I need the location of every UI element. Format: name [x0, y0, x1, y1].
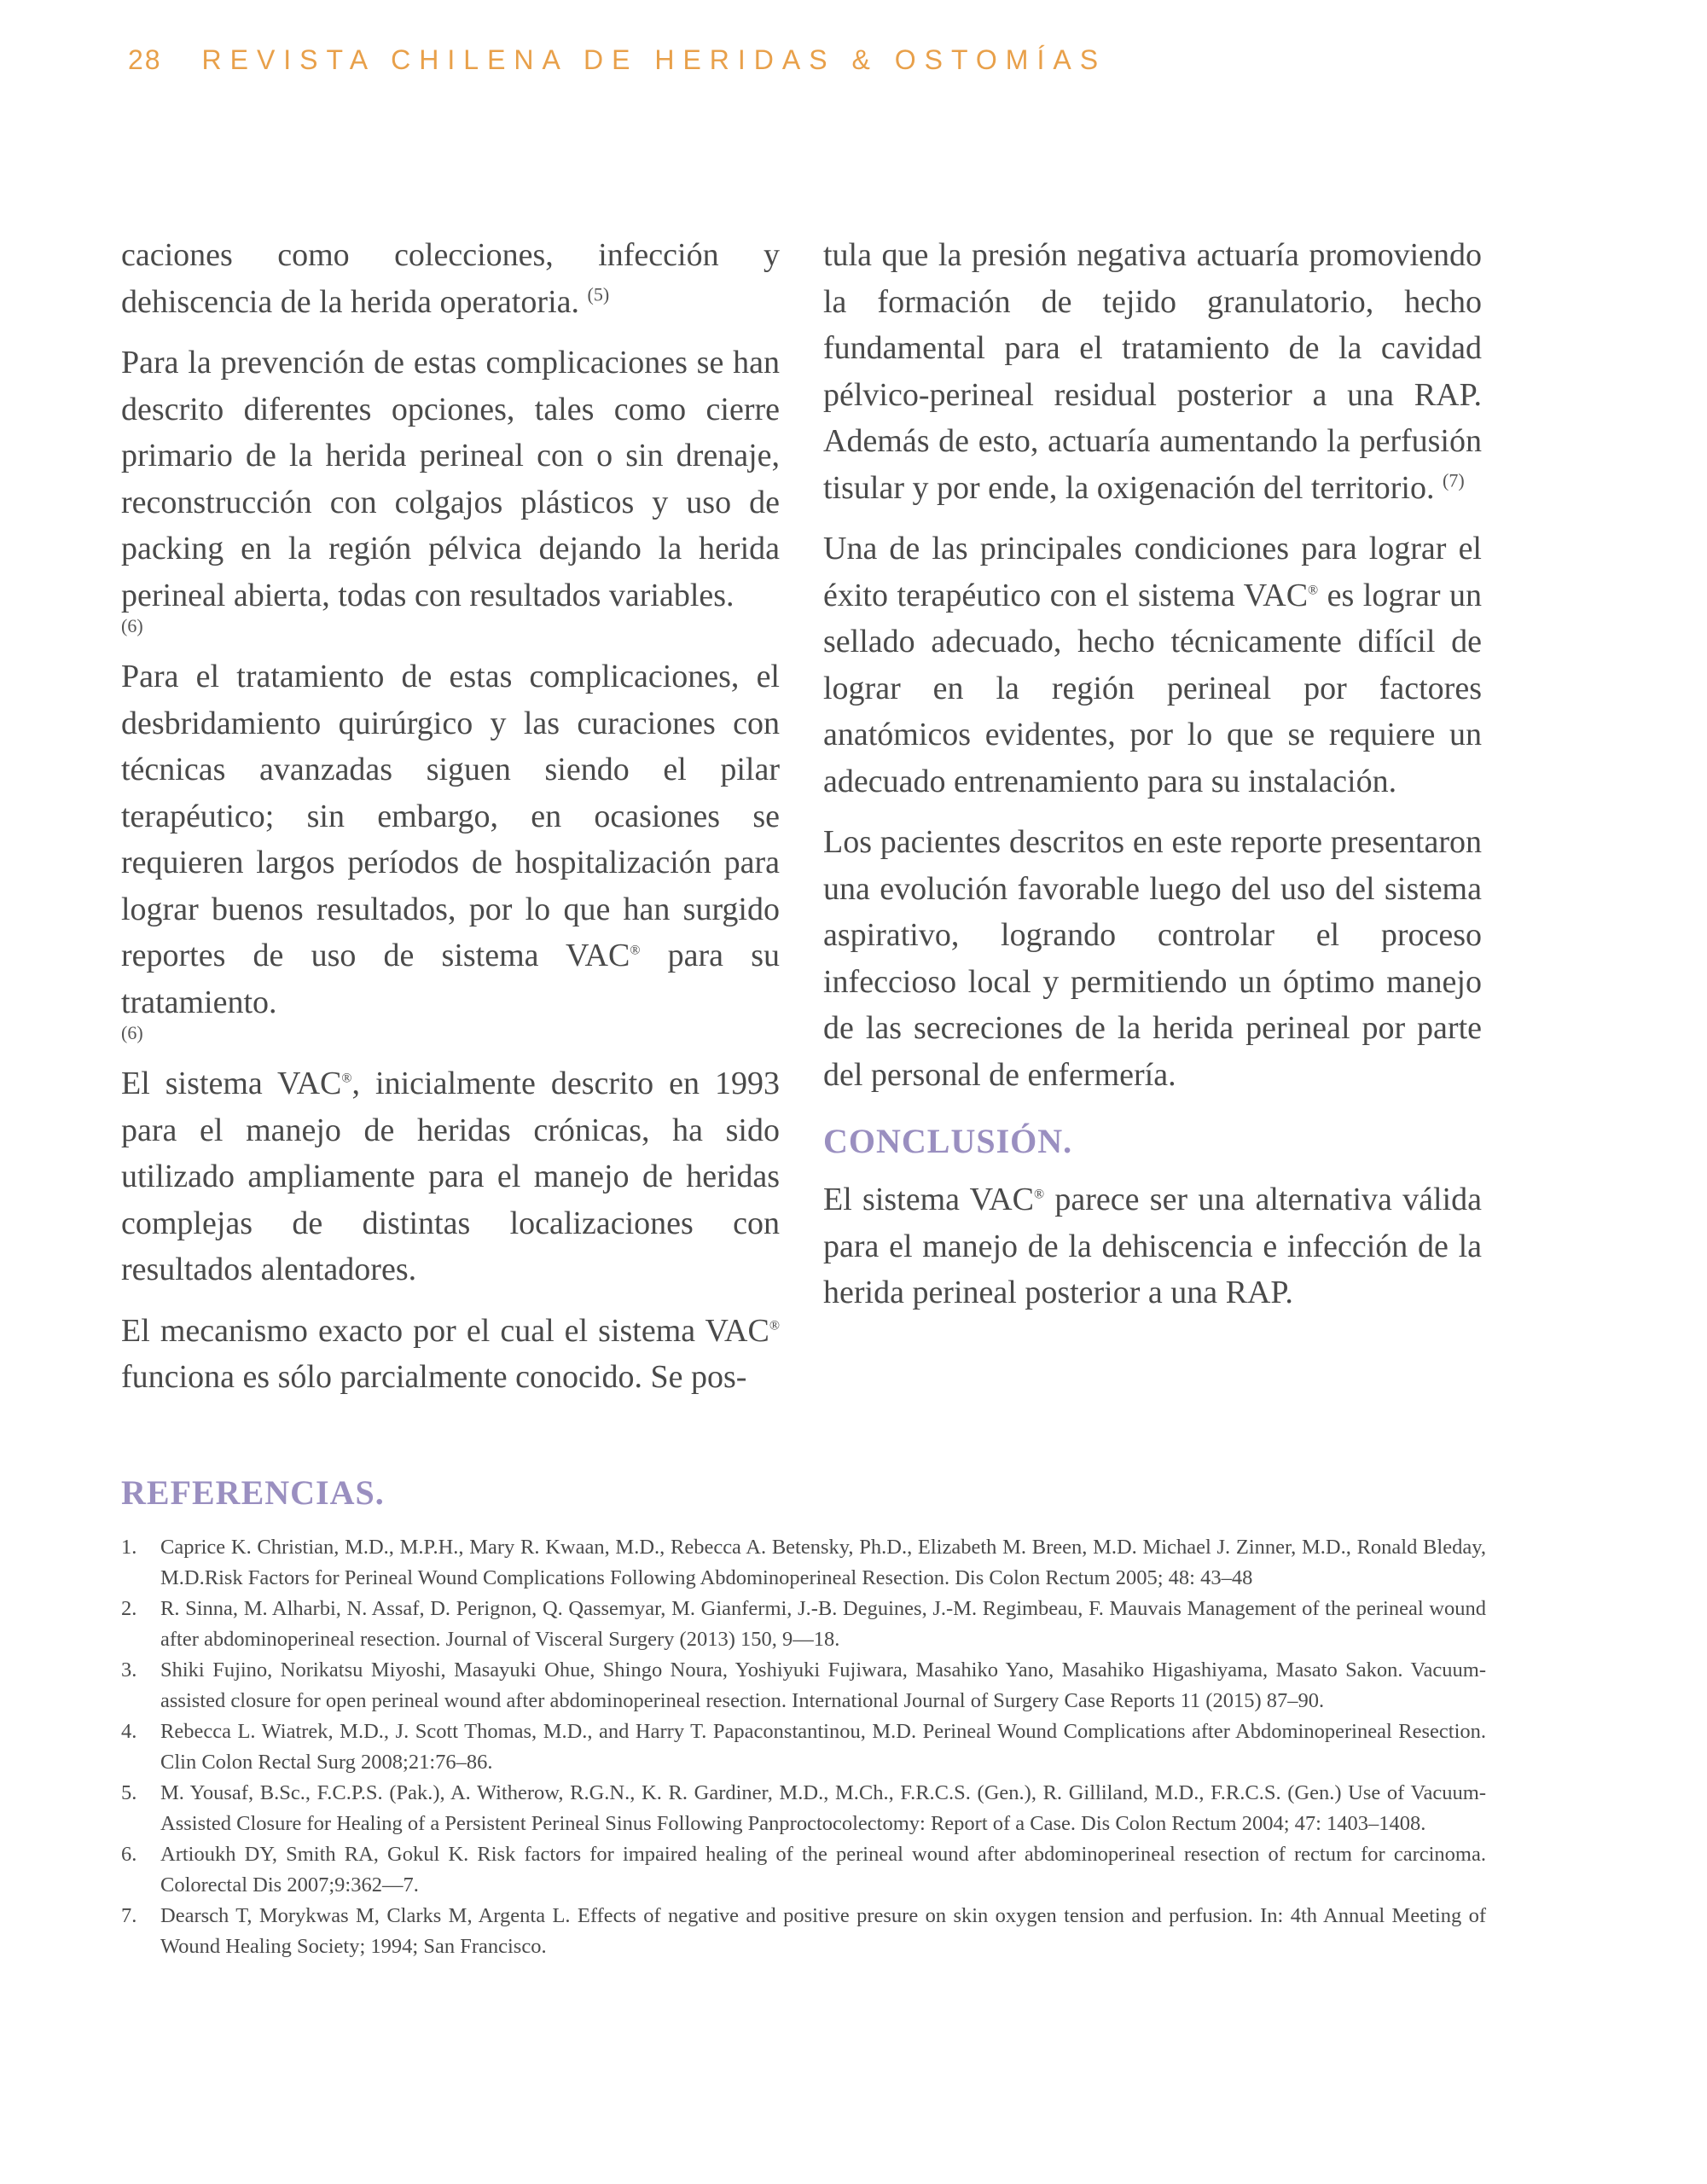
paragraph-text: tula que la presión negativa actuaría promoviendo la formación de tejido granulatorio, hecho fundamental para el tratamiento de la cavidad pélvico-perineal residual posterior a una RAP. Además de esto, actuaría aumentando la perfusión tisular y por ende, la oxigenación del territorio.	[823, 237, 1482, 506]
page-number: 28	[128, 44, 162, 75]
reference-number: 6.	[121, 1843, 137, 1866]
paragraph-text: El sistema VAC	[823, 1182, 1034, 1217]
references-heading: REFERENCIAS.	[121, 1473, 385, 1512]
reference-item	[121, 1778, 1486, 1839]
paragraph-text: Los pacientes descritos en este reporte presentaron una evolución favorable luego del uso del sistema aspirativo, logrando controlar el proceso infeccioso local y permitiendo un óptimo manejo de las secreciones de la herida perineal por parte del personal de enfermería.	[823, 824, 1482, 1093]
reference-text: Artioukh DY, Smith RA, Gokul K. Risk factors for impaired healing of the perineal wound after abdominoperineal resection of rectum for carcinoma. Colorectal Dis 2007;9:362—7.	[160, 1843, 1486, 1896]
paragraph	[823, 232, 1482, 511]
right-column	[823, 232, 1482, 1331]
reference-item	[121, 1532, 1486, 1594]
paragraph-text: Una de las principales condiciones para lograr el éxito terapéutico con el sistema VAC	[823, 531, 1482, 613]
reference-number: 7.	[121, 1904, 137, 1927]
registered-mark: ®	[1308, 582, 1319, 597]
registered-mark: ®	[341, 1071, 352, 1086]
paragraph-text: El mecanismo exacto por el cual el sistema VAC	[121, 1312, 769, 1349]
paragraph-text: Para el tratamiento de estas complicaciones, el desbridamiento quirúrgico y las curaciones con técnicas avanzadas siguen siendo el pilar terapéutico; sin embargo, en ocasiones se requieren largos períodos de hospitalización para lograr buenos resultados, por lo que han surgido reportes de uso de sistema VAC	[121, 659, 780, 973]
references-list	[121, 1532, 1486, 1962]
citation-marker: (6)	[121, 1022, 143, 1043]
reference-text: R. Sinna, M. Alharbi, N. Assaf, D. Perignon, Q. Qassemyar, M. Gianfermi, J.-B. Deguines, J.-M. Regimbeau, F. Mauvais Management of the perineal wound after abdominoperineal resection. Journal of Visceral Surgery (2013) 150, 9—18.	[160, 1597, 1486, 1651]
citation-marker: (7)	[1443, 468, 1465, 491]
running-header	[128, 44, 1106, 76]
paragraph-text: parece ser una alternativa válida para el manejo de la dehiscencia e infección de la herida perineal posterior a una RAP.	[823, 1182, 1482, 1310]
reference-number: 5.	[121, 1781, 137, 1804]
paragraph	[121, 1060, 780, 1293]
reference-item	[121, 1716, 1486, 1778]
reference-item	[121, 1594, 1486, 1655]
reference-number: 2.	[121, 1597, 137, 1620]
paragraph-text: Para la prevención de estas complicaciones se han descrito diferentes opciones, tales como cierre primario de la herida perineal con o sin drenaje, reconstrucción con colgajos plásticos y uso de packing en la región pélvica dejando la herida perineal abierta, todas con resultados variables.	[121, 345, 780, 613]
reference-number: 1.	[121, 1536, 137, 1559]
citation-marker: (6)	[121, 615, 143, 636]
reference-text: Dearsch T, Morykwas M, Clarks M, Argenta L. Effects of negative and positive presure on skin oxygen tension and perfusion. In: 4th Annual Meeting of Wound Healing Society; 1994; San Francisco.	[160, 1904, 1486, 1958]
registered-mark: ®	[1033, 1187, 1045, 1202]
conclusion-heading: CONCLUSIÓN.	[823, 1122, 1073, 1160]
paragraph	[823, 526, 1482, 804]
reference-item	[121, 1901, 1486, 1962]
reference-text: Caprice K. Christian, M.D., M.P.H., Mary R. Kwaan, M.D., Rebecca A. Betensky, Ph.D., Elizabeth M. Breen, M.D. Michael J. Zinner, M.D., Ronald Bleday, M.D.Risk Factors for Perineal Wound Complications Following Abdominoperineal Resection. Dis Colon Rectum 2005; 48: 43–48	[160, 1536, 1486, 1589]
paragraph	[121, 1308, 780, 1401]
paragraph-text: caciones como colecciones, infección y dehiscencia de la herida operatoria.	[121, 237, 780, 320]
journal-title: REVISTA CHILENA DE HERIDAS & OSTOMÍAS	[201, 44, 1107, 75]
conclusion-paragraph	[823, 1176, 1482, 1316]
reference-item	[121, 1655, 1486, 1716]
left-column	[121, 232, 780, 1415]
paragraph-text: para su tratamiento.	[121, 938, 780, 1020]
reference-number: 4.	[121, 1720, 137, 1743]
reference-text: Shiki Fujino, Norikatsu Miyoshi, Masayuki Ohue, Shingo Noura, Yoshiyuki Fujiwara, Masahiko Yano, Masahiko Higashiyama, Masato Sakon. Vacuum-assisted closure for open perineal wound after abdominoperineal resection. International Journal of Surgery Case Reports 11 (2015) 87–90.	[160, 1658, 1486, 1712]
paragraph-text: , inicialmente descrito en 1993 para el manejo de heridas crónicas, ha sido utilizado ampliamente para el manejo de heridas complejas de distintas localizaciones con resultados alentadores.	[121, 1066, 780, 1287]
paragraph	[823, 819, 1482, 1098]
registered-mark: ®	[769, 1317, 780, 1333]
paragraph-text: funciona es sólo parcialmente conocido. Se pos-	[121, 1359, 747, 1395]
citation-marker: (5)	[587, 282, 610, 305]
reference-text: M. Yousaf, B.Sc., F.C.P.S. (Pak.), A. Witherow, R.G.N., K. R. Gardiner, M.D., M.Ch., F.R.C.S. (Gen.), R. Gilliland, M.D., F.R.C.S. (Gen.) Use of Vacuum-Assisted Closure for Healing of a Persistent Perineal Sinus Following Panproctocolectomy: Report of a Case. Dis Colon Rectum 2004; 47: 1403–1408.	[160, 1781, 1486, 1835]
references-section	[121, 1469, 1486, 1962]
paragraph	[121, 232, 780, 325]
paragraph-text: es lograr un sellado adecuado, hecho técnicamente difícil de lograr en la región perineal por factores anatómicos evidentes, por lo que se requiere un adecuado entrenamiento para su instalación.	[823, 577, 1482, 799]
paragraph	[121, 340, 780, 639]
reference-text: Rebecca L. Wiatrek, M.D., J. Scott Thomas, M.D., and Harry T. Papaconstantinou, M.D. Perineal Wound Complications after Abdominoperineal Resection. Clin Colon Rectal Surg 2008;21:76–86.	[160, 1720, 1486, 1774]
reference-item	[121, 1839, 1486, 1901]
paragraph	[121, 653, 780, 1046]
registered-mark: ®	[630, 943, 641, 958]
reference-number: 3.	[121, 1658, 137, 1682]
paragraph-text: El sistema VAC	[121, 1066, 342, 1101]
